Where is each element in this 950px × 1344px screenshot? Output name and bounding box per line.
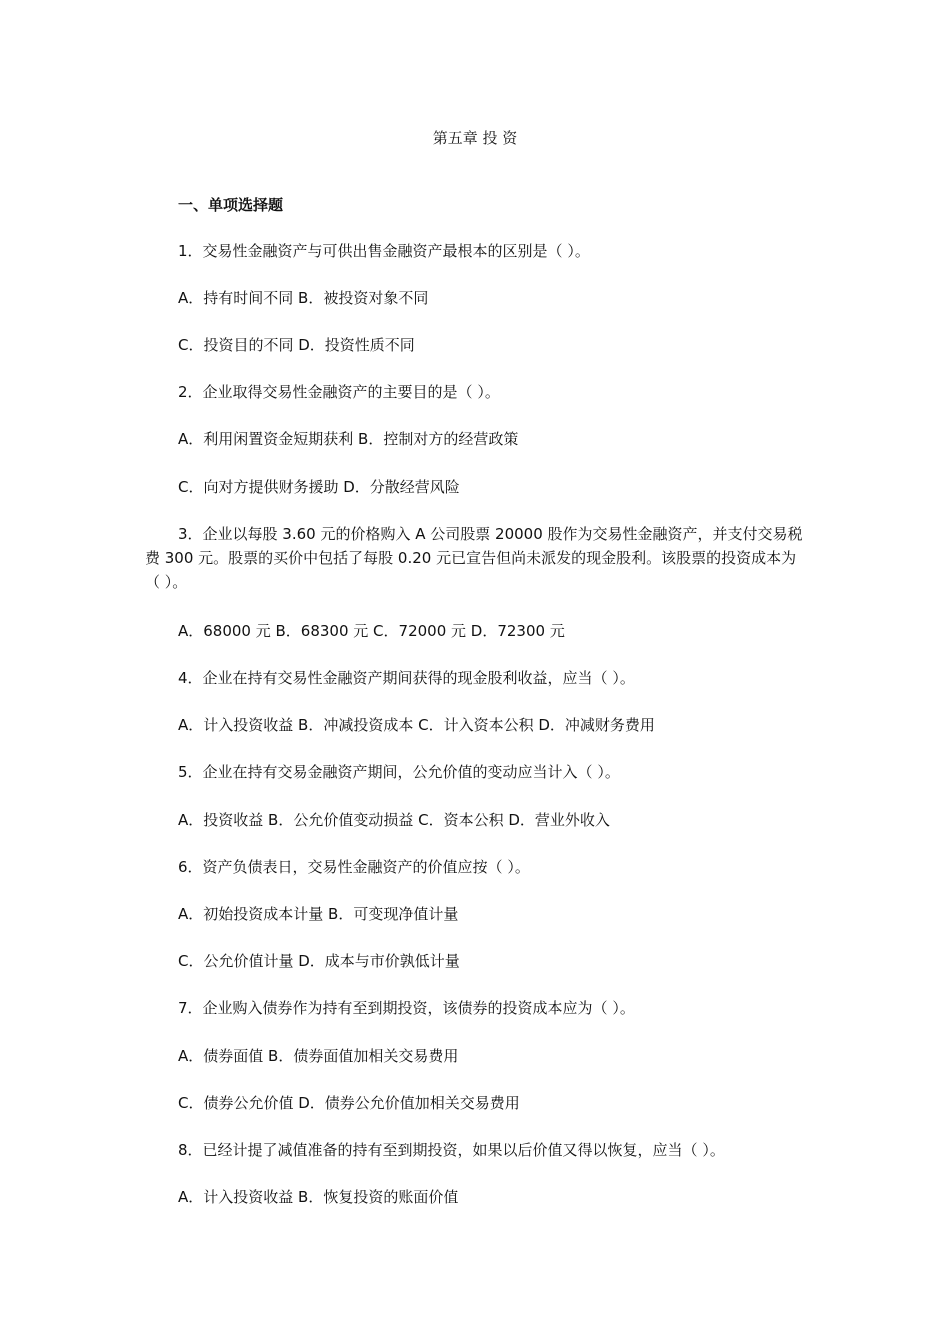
- question-1-options-cd: C．投资目的不同 D．投资性质不同: [178, 336, 415, 354]
- question-3: 3．企业以每股 3.60 元的价格购入 A 公司股票 20000 股作为交易性金融资产，并支付交易税费 300 元。股票的买价中包括了每股 0.20 元已宣告但尚未派发的现金股利。该股票的投资成本为（ ）。: [145, 525, 803, 591]
- question-6-options-ab: A．初始投资成本计量 B．可变现净值计量: [178, 905, 459, 923]
- question-6: 6．资产负债表日，交易性金融资产的价值应按（ ）。: [178, 858, 530, 876]
- question-2-options-ab: A．利用闲置资金短期获利 B．控制对方的经营政策: [178, 430, 519, 448]
- question-6-options-cd: C．公允价值计量 D．成本与市价孰低计量: [178, 952, 460, 970]
- question-7-options-ab: A．债券面值 B．债券面值加相关交易费用: [178, 1047, 459, 1065]
- chapter-title: 第五章 投 资: [432, 129, 518, 147]
- question-8: 8．已经计提了减值准备的持有至到期投资，如果以后价值又得以恢复，应当（ ）。: [178, 1141, 725, 1159]
- question-3-options: A．68000 元 B．68300 元 C．72000 元 D．72300 元: [178, 622, 565, 640]
- question-7: 7．企业购入债券作为持有至到期投资，该债券的投资成本应为（ ）。: [178, 999, 635, 1017]
- question-2: 2．企业取得交易性金融资产的主要目的是（ ）。: [178, 383, 500, 401]
- question-2-options-cd: C．向对方提供财务援助 D．分散经营风险: [178, 478, 460, 496]
- question-8-options-ab: A．计入投资收益 B．恢复投资的账面价值: [178, 1188, 459, 1206]
- question-4-options: A．计入投资收益 B．冲减投资成本 C．计入资本公积 D．冲减财务费用: [178, 716, 655, 734]
- question-5-options: A．投资收益 B．公允价值变动损益 C．资本公积 D．营业外收入: [178, 811, 610, 829]
- question-7-options-cd: C．债券公允价值 D．债券公允价值加相关交易费用: [178, 1094, 520, 1112]
- question-1-options-ab: A．持有时间不同 B．被投资对象不同: [178, 289, 429, 307]
- question-5: 5．企业在持有交易金融资产期间，公允价值的变动应当计入（ ）。: [178, 763, 620, 781]
- question-1: 1．交易性金融资产与可供出售金融资产最根本的区别是（ ）。: [178, 242, 590, 260]
- section-heading: 一、单项选择题: [178, 196, 284, 214]
- question-4: 4．企业在持有交易性金融资产期间获得的现金股利收益，应当（ ）。: [178, 669, 635, 687]
